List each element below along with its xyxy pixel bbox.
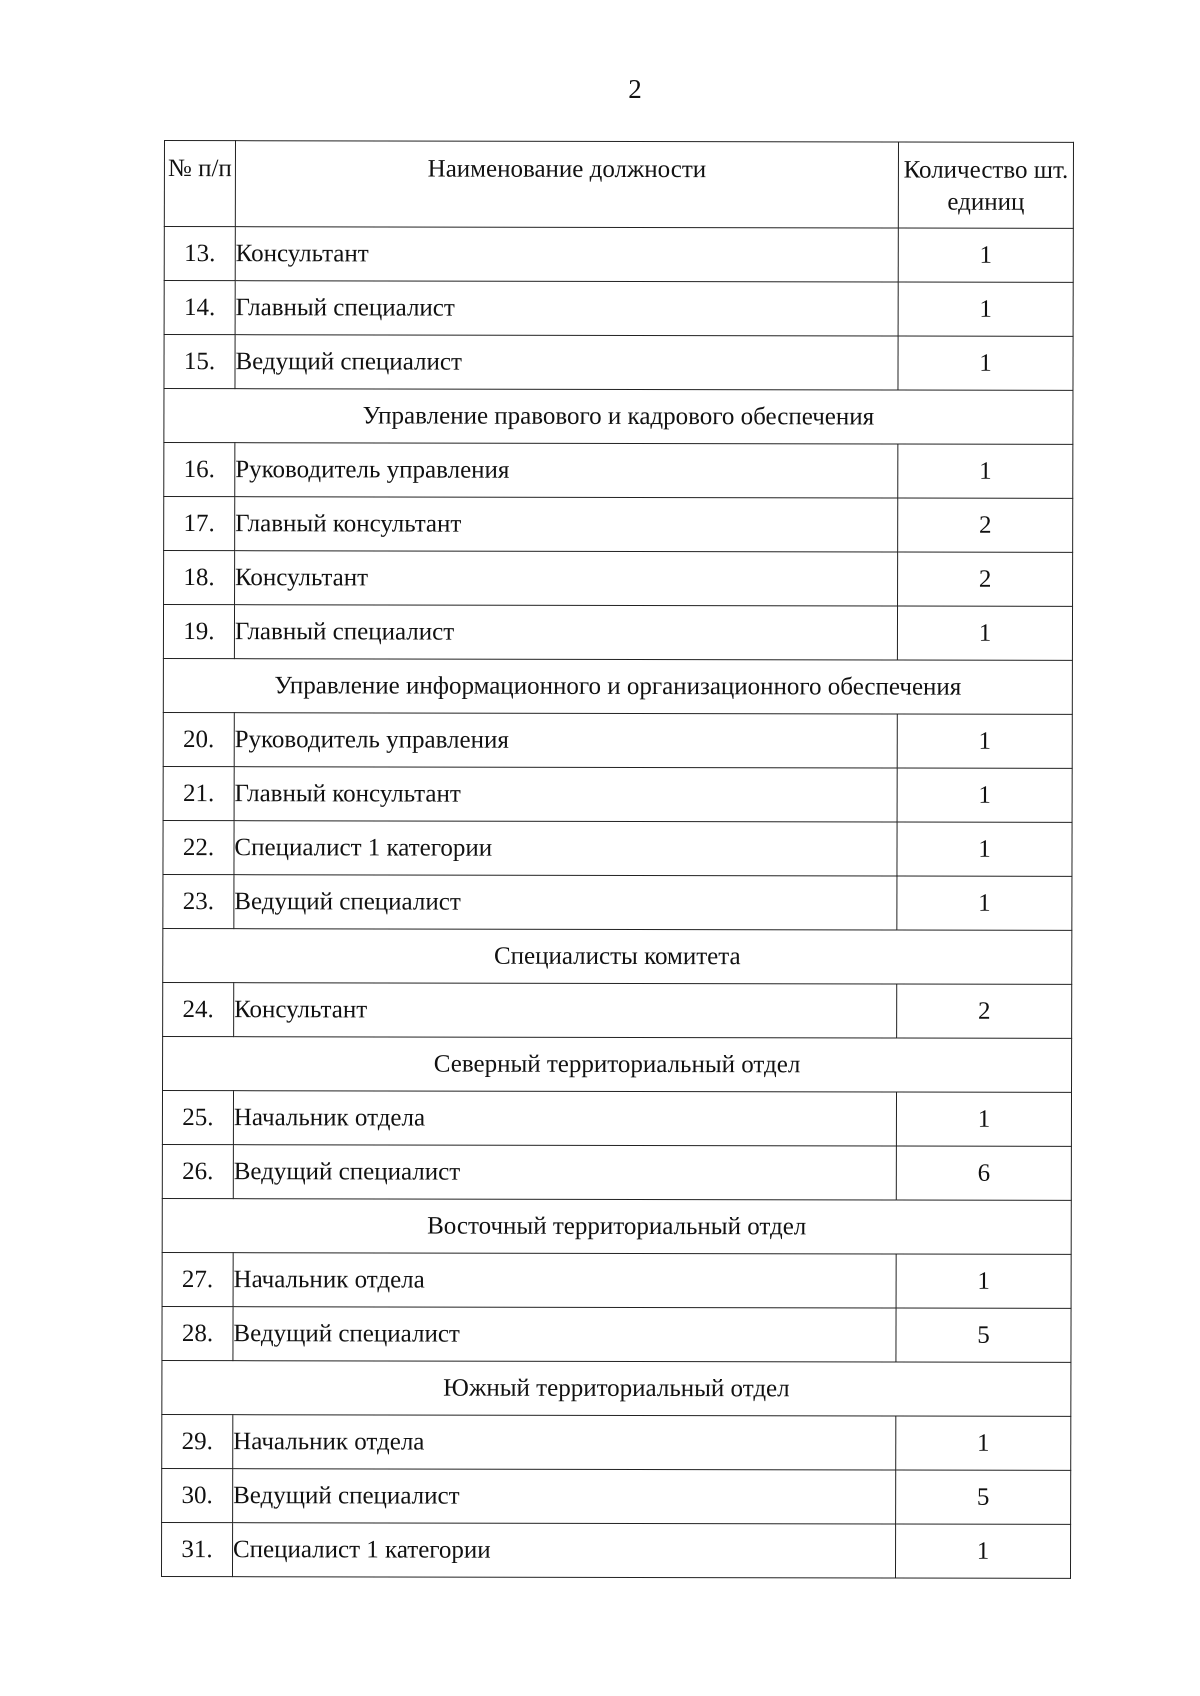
section-title: Северный территориальный отдел	[163, 1036, 1072, 1092]
section-title: Восточный территориальный отдел	[162, 1198, 1071, 1254]
page-number: 2	[628, 74, 642, 104]
row-num: 27.	[162, 1252, 233, 1306]
row-position: Главный специалист	[234, 605, 897, 660]
row-num: 15.	[164, 335, 235, 389]
section-row	[163, 658, 1072, 714]
row-num: 26.	[162, 1144, 233, 1198]
row-num: 16.	[164, 443, 235, 497]
section-title: Управление информационного и организационного обеспечения	[163, 658, 1072, 714]
table-row	[164, 497, 1073, 553]
table-row	[162, 1414, 1071, 1470]
row-quantity: 1	[896, 1254, 1071, 1308]
section-title: Южный территориальный отдел	[162, 1360, 1071, 1416]
section-row	[162, 1198, 1071, 1254]
section-title: Управление правового и кадрового обеспечения	[164, 389, 1073, 445]
row-quantity: 1	[897, 822, 1072, 876]
row-quantity: 1	[897, 876, 1072, 930]
section-title: Специалисты комитета	[163, 928, 1072, 984]
row-quantity: 1	[898, 444, 1073, 498]
row-position: Главный специалист	[235, 281, 898, 336]
table-row	[162, 1090, 1071, 1146]
table-row	[164, 227, 1073, 283]
row-position: Начальник отдела	[233, 1415, 896, 1470]
section-row	[163, 1036, 1072, 1092]
row-num: 18.	[164, 551, 235, 605]
row-quantity: 1	[896, 1524, 1071, 1578]
table-header-row	[164, 141, 1073, 229]
row-position: Специалист 1 категории	[234, 821, 897, 876]
row-position: Ведущий специалист	[233, 1469, 896, 1524]
table-row	[163, 605, 1072, 661]
row-position: Ведущий специалист	[234, 875, 897, 930]
table-row	[164, 551, 1073, 607]
table-row	[164, 443, 1073, 499]
row-num: 24.	[163, 982, 234, 1036]
row-num: 29.	[162, 1414, 233, 1468]
row-num: 31.	[161, 1522, 232, 1576]
row-quantity: 1	[896, 1092, 1071, 1146]
row-num: 19.	[163, 605, 234, 659]
row-position: Начальник отдела	[233, 1253, 896, 1308]
row-quantity: 2	[898, 552, 1073, 606]
table-row	[161, 1522, 1070, 1578]
table-row	[164, 335, 1073, 391]
row-position: Руководитель управления	[234, 713, 897, 768]
row-quantity: 1	[896, 1416, 1071, 1470]
row-quantity: 5	[896, 1308, 1071, 1362]
row-num: 23.	[163, 874, 234, 928]
row-num: 25.	[162, 1090, 233, 1144]
row-quantity: 6	[896, 1146, 1071, 1200]
table-row	[163, 982, 1072, 1038]
row-position: Ведущий специалист	[233, 1145, 896, 1200]
row-position: Ведущий специалист	[235, 335, 898, 390]
row-position: Главный консультант	[234, 767, 897, 822]
row-num: 21.	[163, 766, 234, 820]
row-quantity: 1	[897, 606, 1072, 660]
row-quantity: 1	[898, 336, 1073, 390]
table-row	[162, 1144, 1071, 1200]
row-position: Специалист 1 категории	[232, 1523, 895, 1578]
header-name: Наименование должности	[235, 141, 898, 228]
table-row	[163, 874, 1072, 930]
table-row	[163, 766, 1072, 822]
row-quantity: 2	[898, 498, 1073, 552]
row-position: Руководитель управления	[235, 443, 898, 498]
header-num: № п/п	[164, 141, 235, 227]
row-quantity: 1	[898, 282, 1073, 336]
row-quantity: 1	[897, 714, 1072, 768]
header-qty: Количество шт. единиц	[898, 142, 1073, 228]
table-row	[164, 281, 1073, 337]
row-position: Ведущий специалист	[233, 1307, 896, 1362]
row-num: 30.	[162, 1468, 233, 1522]
staff-table	[161, 140, 1074, 1579]
table-row	[162, 1306, 1071, 1362]
row-num: 28.	[162, 1306, 233, 1360]
row-num: 17.	[164, 497, 235, 551]
row-num: 13.	[164, 227, 235, 281]
row-quantity: 1	[897, 768, 1072, 822]
row-position: Консультант	[234, 551, 897, 606]
row-position: Консультант	[235, 227, 898, 282]
row-num: 14.	[164, 281, 235, 335]
table-row	[163, 712, 1072, 768]
row-num: 20.	[163, 712, 234, 766]
table-row	[163, 820, 1072, 876]
section-row	[162, 1360, 1071, 1416]
table-row	[162, 1468, 1071, 1524]
table-row	[162, 1252, 1071, 1308]
row-quantity: 5	[896, 1470, 1071, 1524]
row-num: 22.	[163, 820, 234, 874]
row-quantity: 1	[898, 228, 1073, 282]
section-row	[163, 928, 1072, 984]
row-position: Главный консультант	[235, 497, 898, 552]
row-position: Консультант	[234, 983, 897, 1038]
row-position: Начальник отдела	[233, 1091, 896, 1146]
section-row	[164, 389, 1073, 445]
row-quantity: 2	[897, 984, 1072, 1038]
